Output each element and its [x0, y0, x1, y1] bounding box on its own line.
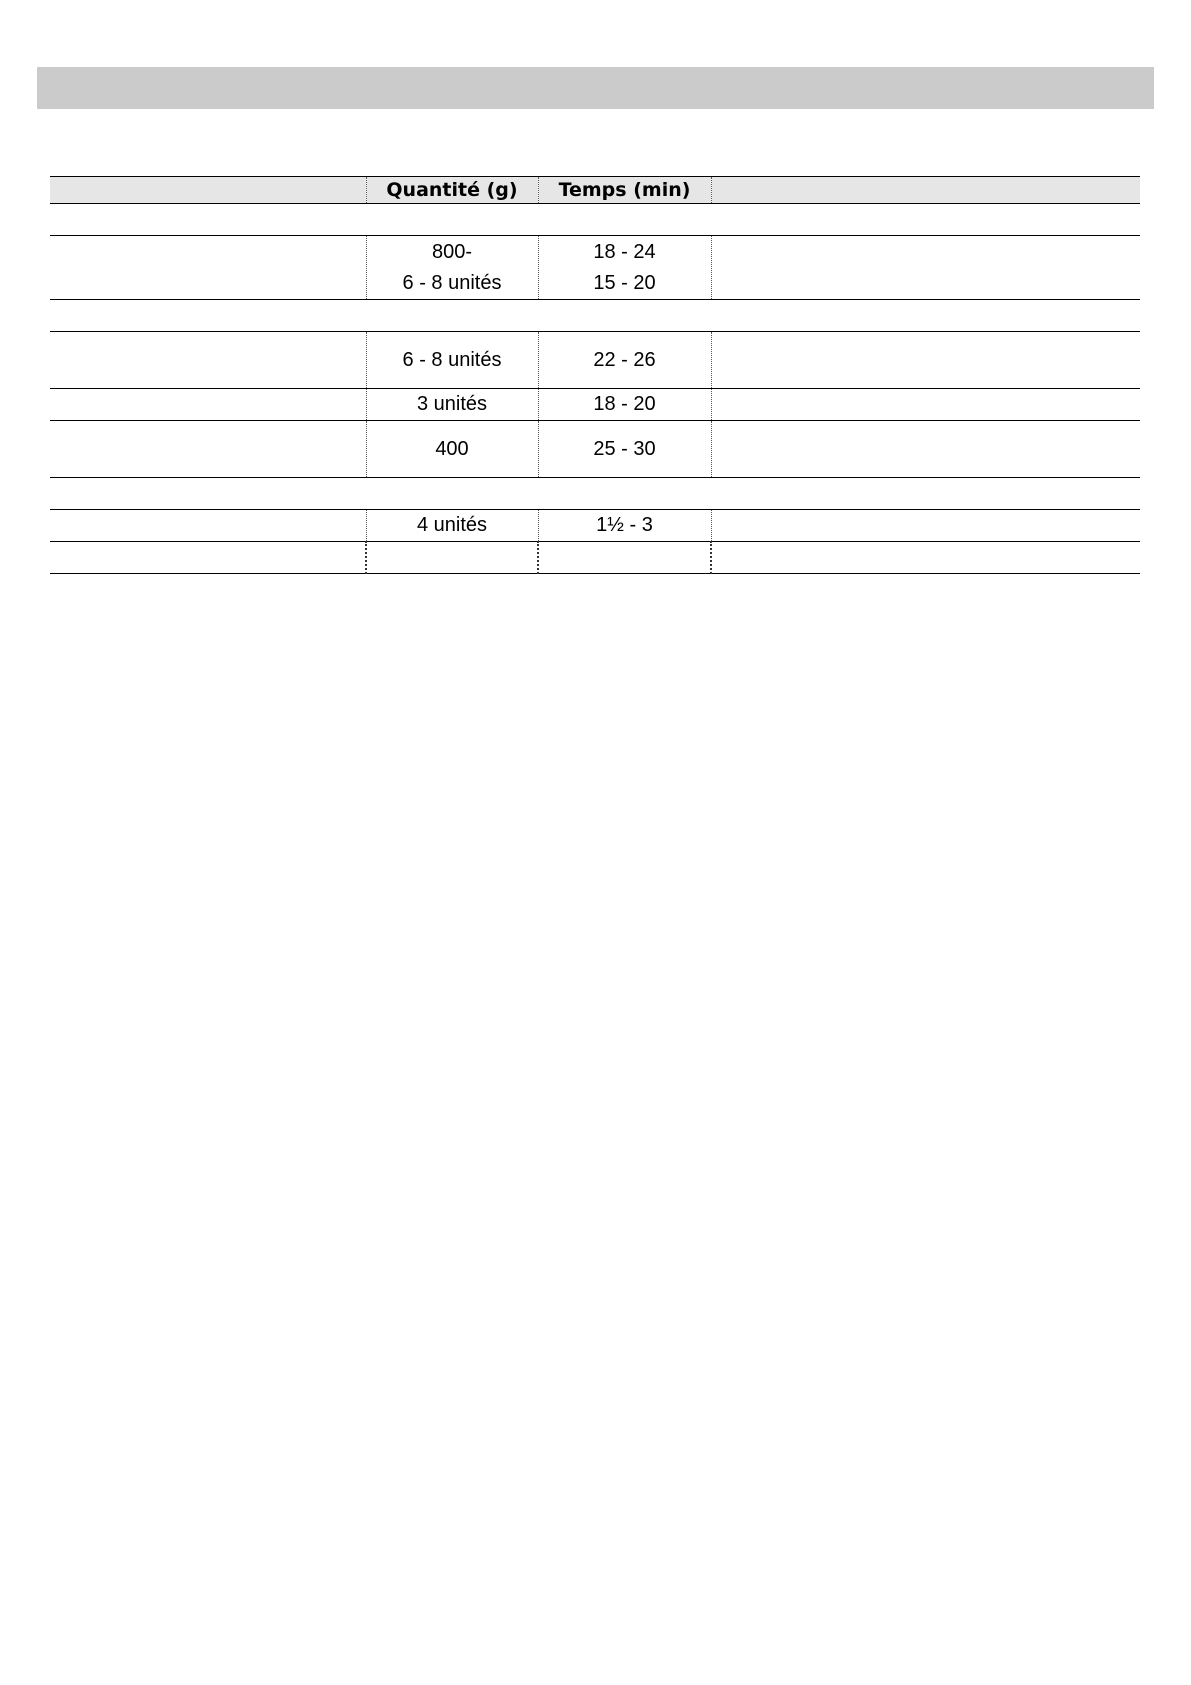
quantity-cell: 6 - 8 unités [366, 332, 538, 389]
section-cell [50, 300, 1140, 332]
section-row [50, 478, 1140, 510]
table-header-row [50, 177, 1140, 204]
table-row [50, 510, 1140, 542]
table-row [50, 332, 1140, 389]
time-cell: 25 - 30 [538, 421, 711, 478]
quantity-cell: 400 [366, 421, 538, 478]
food-cell [50, 389, 366, 421]
notes-cell [711, 332, 1140, 389]
quantity-line: 6 - 8 unités [402, 271, 502, 294]
food-cell [50, 510, 366, 542]
table-row [50, 236, 1140, 300]
header-time: Temps (min) [538, 177, 711, 204]
time-cell [538, 236, 711, 300]
time-line: 15 - 20 [593, 271, 656, 294]
quantity-cell [366, 542, 538, 574]
quantity-cell [366, 236, 538, 300]
time-cell: 18 - 20 [538, 389, 711, 421]
notes-cell [711, 510, 1140, 542]
header-food [50, 177, 366, 204]
food-cell [50, 332, 366, 389]
section-row [50, 300, 1140, 332]
table-row [50, 421, 1140, 478]
food-cell [50, 236, 366, 300]
header-quantity: Quantité (g) [366, 177, 538, 204]
quantity-cell: 4 unités [366, 510, 538, 542]
section-cell [50, 204, 1140, 236]
notes-cell [711, 236, 1140, 300]
time-cell: 1½ - 3 [538, 510, 711, 542]
header-notes [711, 177, 1140, 204]
time-line: 18 - 24 [593, 240, 656, 263]
notes-cell [711, 542, 1140, 574]
cooking-table-grid [50, 176, 1140, 574]
quantity-line: 800- [431, 240, 473, 263]
food-cell [50, 421, 366, 478]
section-cell [50, 478, 1140, 510]
quantity-cell: 3 unités [366, 389, 538, 421]
food-cell [50, 542, 366, 574]
time-cell: 22 - 26 [538, 332, 711, 389]
time-cell [538, 542, 711, 574]
cooking-table [50, 176, 1140, 574]
notes-cell [711, 421, 1140, 478]
header-band [37, 67, 1154, 109]
table-row [50, 389, 1140, 421]
section-row [50, 204, 1140, 236]
notes-cell [711, 389, 1140, 421]
table-row [50, 542, 1140, 574]
